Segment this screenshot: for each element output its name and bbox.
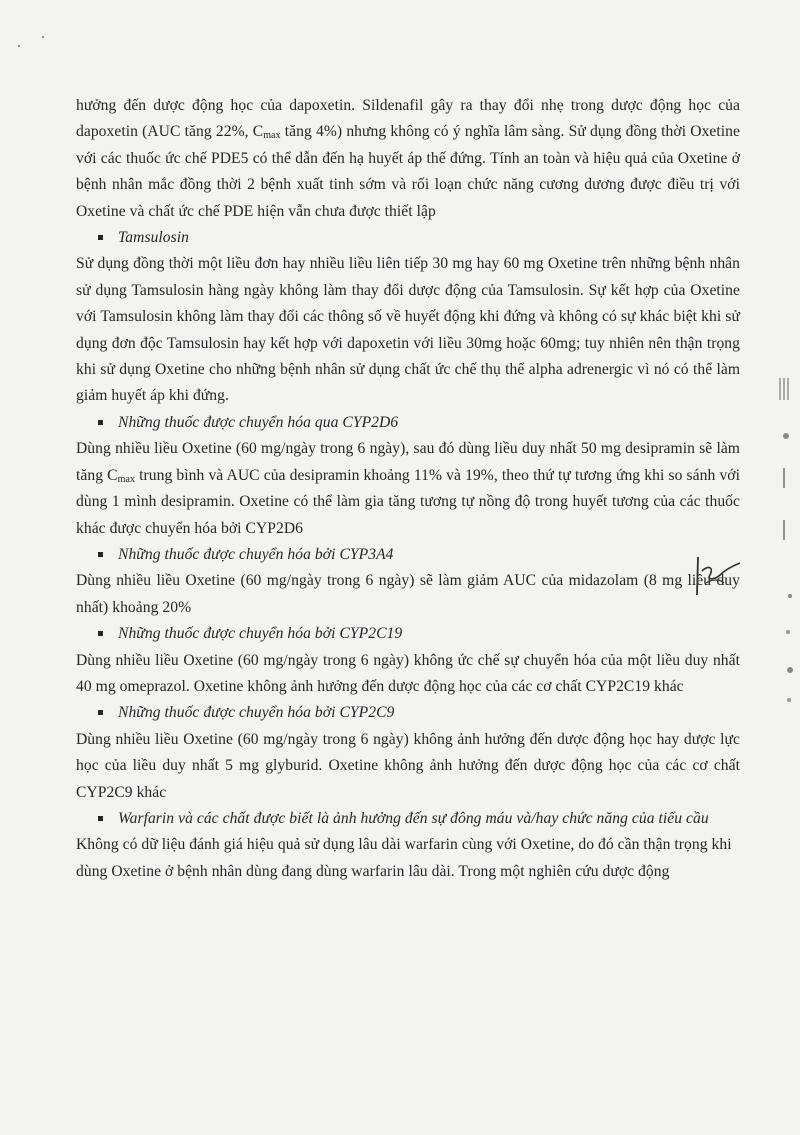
section-heading-text: Những thuốc được chuyển hóa qua CYP2D6: [118, 413, 399, 431]
section-heading: [76, 806, 740, 832]
subscript: max: [263, 130, 281, 142]
document-body: [76, 93, 740, 885]
section-heading-text: Những thuốc được chuyển hóa bởi CYP2C9: [118, 704, 395, 722]
section-heading-text: Những thuốc được chuyển hóa bởi CYP3A4: [118, 545, 394, 563]
bullet-marker: [98, 420, 103, 425]
section-heading-text: Những thuốc được chuyển hóa bởi CYP2C19: [118, 625, 403, 643]
edge-marks: [770, 370, 798, 730]
body-paragraph: Dùng nhiều liều Oxetine (60 mg/ngày trong 6 ngày) không ảnh hưởng đến dược động học hay dược lực học của liều duy nhất 5 mg glyburid. Oxetine không ảnh hưởng đến dược động học của các cơ chất CYP2C9 khác: [76, 730, 740, 801]
body-paragraph: Dùng nhiều liều Oxetine (60 mg/ngày trong 6 ngày) không ức chế sự chuyển hóa của một liều duy nhất 40 mg omeprazol. Oxetine không ảnh hưởng đến dược động học của các cơ chất CYP2C19 khác: [76, 651, 740, 695]
handwritten-signature: [690, 555, 750, 597]
body-paragraph: hưởng đến dược động học của dapoxetin. Sildenafil gây ra thay đổi nhẹ trong dược động học của dapoxetin (AUC tăng 22%, $C_{max}$ tăng 4%) nhưng không có ý nghĩa lâm sàng. Sử dụng đồng thời Oxetine với các thuốc ức chế PDE5 có thể dẫn đến hạ huyết áp thế đứng. Tính an toàn và hiệu quả của Oxetine ở bệnh nhân mắc đồng thời 2 bệnh xuất tinh sớm và rối loạn chức năng cương dương được điều trị với Oxetine và chất ức chế PDE hiện vẫn chưa được thiết lập: [76, 97, 740, 220]
body-paragraph: Dùng nhiều liều Oxetine (60 mg/ngày trong 6 ngày), sau đó dùng liều duy nhất 50 mg desipramin sẽ làm tăng $C_{max}$ trung bình và AUC của desipramin khoảng 11% và 19%, theo thứ tự tương ứng khi so sánh với dùng 1 mình desipramin. Oxetine có thể làm gia tăng tương tự nồng độ trong huyết tương của các thuốc khác được chuyển hóa bởi CYP2D6: [76, 440, 740, 537]
section-heading: [76, 225, 740, 251]
section-heading: [76, 700, 740, 726]
scan-speck: [18, 45, 20, 47]
body-paragraph: Sử dụng đồng thời một liều đơn hay nhiều liều liên tiếp 30 mg hay 60 mg Oxetine trên những bệnh nhân sử dụng Tamsulosin hàng ngày không làm thay đổi dược động của Tamsulosin. Sự kết hợp của Oxetine với Tamsulosin không làm thay đổi các thông số về huyết động khi đứng và không có sự khác biệt khi sử dụng đơn độc Tamsulosin hay kết hợp với dapoxetin với liều 30mg hoặc 60mg; tuy nhiên nên thận trọng khi sử dụng Oxetine cho những bệnh nhân sử dụng chất ức chế thụ thể alpha adrenergic vì nó có thể làm giảm huyết áp khi đứng.: [76, 255, 740, 405]
section-heading-text: Tamsulosin: [118, 229, 189, 247]
bullet-marker: [98, 710, 103, 715]
bullet-marker: [98, 631, 103, 636]
body-paragraph: Dùng nhiều liều Oxetine (60 mg/ngày trong 6 ngày) sẽ làm giảm AUC của midazolam (8 mg liều duy nhất) khoảng 20%: [76, 572, 740, 616]
section-heading: [76, 410, 740, 436]
section-heading: [76, 621, 740, 647]
bullet-marker: [98, 235, 103, 240]
bullet-marker: [98, 816, 103, 821]
section-heading-text: Warfarin và các chất được biết là ảnh hưởng đến sự đông máu và/hay chức năng của tiểu cầu: [118, 809, 709, 827]
scan-speck: [42, 36, 44, 38]
bullet-marker: [98, 552, 103, 557]
body-paragraph: Không có dữ liệu đánh giá hiệu quả sử dụng lâu dài warfarin cùng với Oxetine, do đó cần thận trọng khi dùng Oxetine ở bệnh nhân dùng đang dùng warfarin lâu dài. Trong một nghiên cứu dược động: [76, 836, 732, 880]
section-heading: [76, 542, 740, 568]
subscript: max: [117, 473, 135, 485]
